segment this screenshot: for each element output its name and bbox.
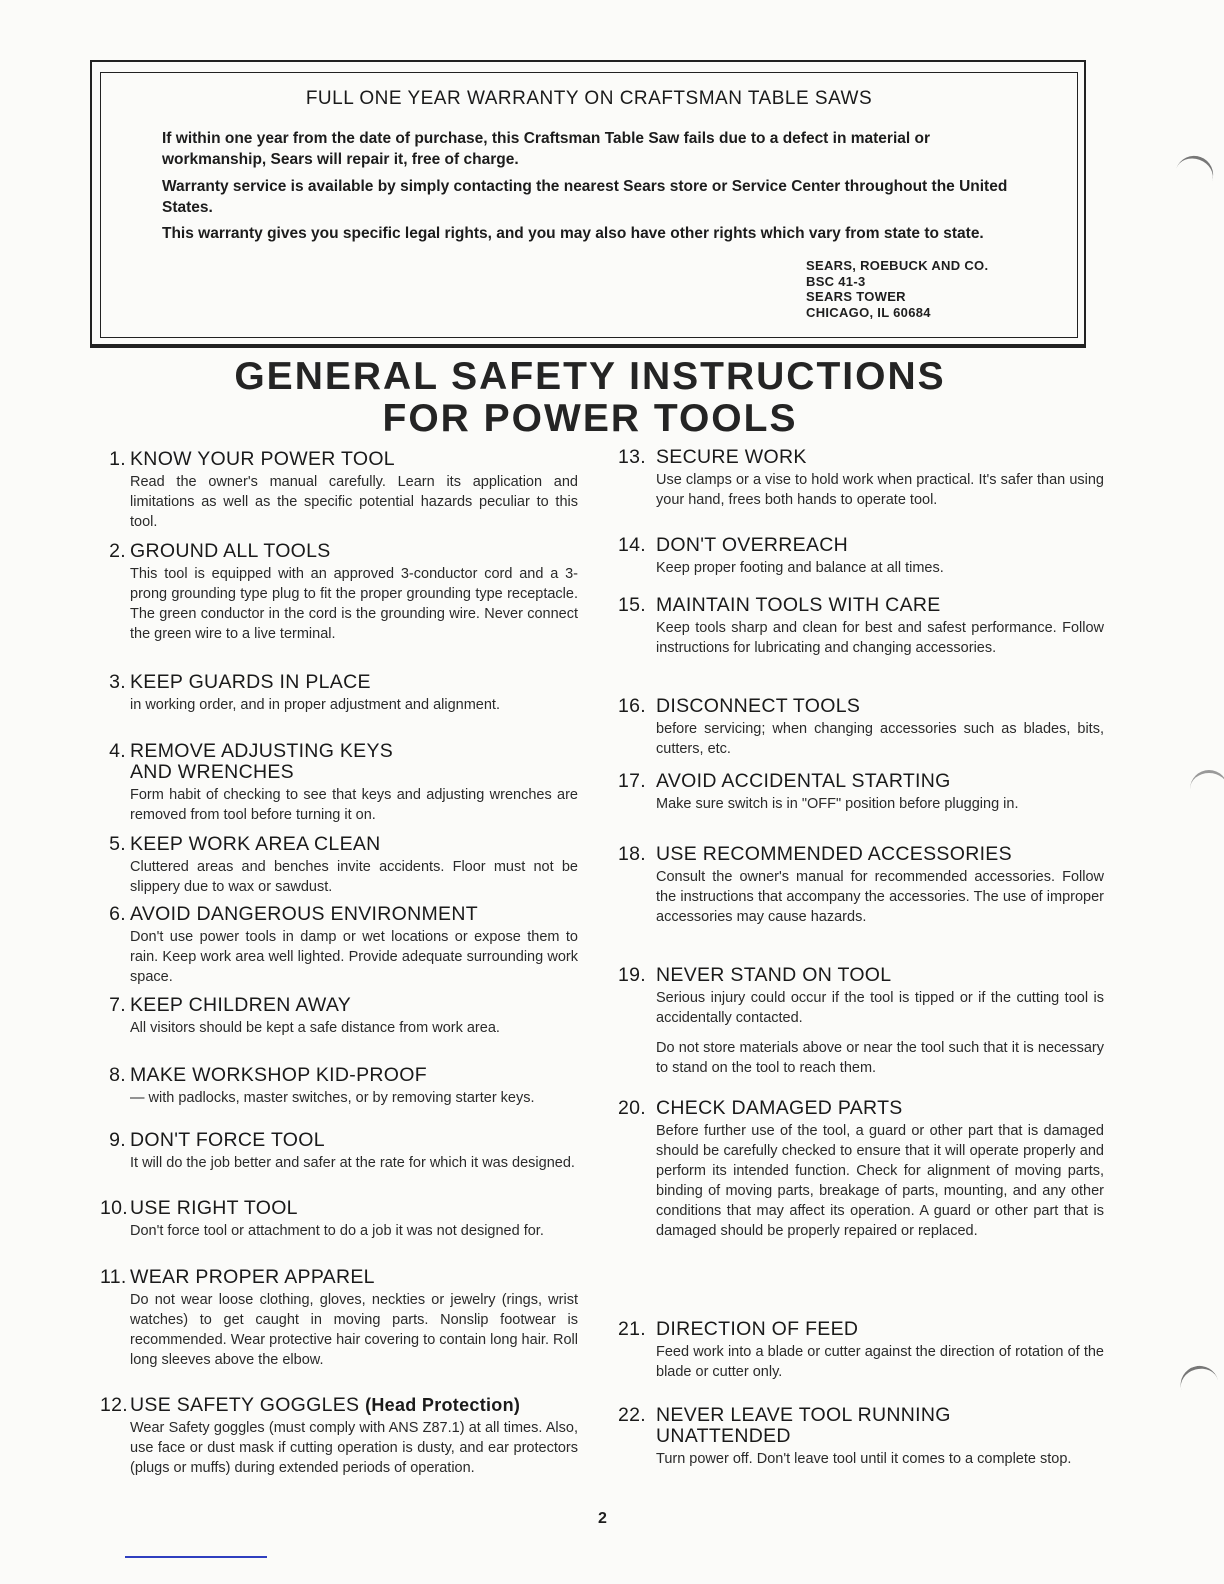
item-title: KEEP GUARDS IN PLACE [130,671,371,693]
safety-item [100,834,578,897]
item-title: MAINTAIN TOOLS WITH CARE [656,594,941,616]
item-number: 4. [109,740,126,762]
item-title-line-2: AND WRENCHES [130,761,294,783]
item-title-line-2: UNATTENDED [656,1425,791,1447]
title-line-1: GENERAL SAFETY INSTRUCTIONS [234,355,946,398]
item-title: DIRECTION OF FEED [656,1318,859,1340]
item-body: Read the owner's manual carefully. Learn its application and limitations as well as the specific potential hazards peculiar to this tool. [130,474,578,530]
item-title: AVOID ACCIDENTAL STARTING [656,770,951,792]
item-body: Wear Safety goggles (must comply with ANS Z87.1) at all times. Also, use face or dust mask if cutting operation is dusty, and ear protectors (plugs or muffs) during extended periods of operation. [130,1420,578,1476]
safety-item [100,672,578,715]
item-body: Turn power off. Don't leave tool until it comes to a complete stop. [656,1451,1072,1467]
safety-item [100,541,578,644]
item-number: 12. [100,1394,129,1416]
item-title: USE RECOMMENDED ACCESSORIES [656,843,1012,865]
item-number: 9. [109,1129,126,1151]
item-title: MAKE WORKSHOP KID-PROOF [130,1064,427,1086]
item-title: AVOID DANGEROUS ENVIRONMENT [130,903,478,925]
safety-item [100,741,578,825]
safety-item [100,1267,578,1370]
item-title-extra: (Head Protection) [365,1395,521,1415]
item-number: 7. [109,994,126,1016]
safety-item [618,965,1104,1078]
item-number: 20. [618,1097,647,1119]
safety-item [618,696,1104,759]
item-body: All visitors should be kept a safe distance from work area. [130,1020,500,1036]
item-body: before servicing; when changing accessories such as blades, bits, cutters, etc. [656,721,1104,757]
item-number: 8. [109,1064,126,1086]
title-line-2: FOR POWER TOOLS [382,397,798,440]
safety-item [618,1405,1104,1469]
item-title: DON'T OVERREACH [656,534,849,556]
item-title: GROUND ALL TOOLS [130,540,331,562]
page-number: 2 [598,1510,607,1527]
item-title: KNOW YOUR POWER TOOL [130,448,395,470]
item-body: Feed work into a blade or cutter against the direction of rotation of the blade or cutter only. [656,1344,1104,1380]
item-body: Do not wear loose clothing, gloves, neckties or jewelry (rings, wrist watches) to get caught in moving parts. Nonslip footwear is recommended. Wear protective hair covering to contain long hair. Roll long sleeves above the elbow. [130,1292,578,1368]
item-title: USE RIGHT TOOL [130,1197,298,1219]
safety-item [100,1130,578,1173]
safety-item [100,1198,578,1241]
item-body: Keep proper footing and balance at all times. [656,560,944,576]
item-title: DISCONNECT TOOLS [656,695,861,717]
item-body: Make sure switch is in "OFF" position before plugging in. [656,796,1019,812]
warranty-paragraph: Warranty service is available by simply contacting the nearest Sears store or Service Center throughout the United States. [162,178,1008,216]
item-title-main: USE SAFETY GOGGLES [130,1394,360,1416]
safety-item [618,1098,1104,1241]
item-number: 14. [618,534,647,556]
item-body: in working order, and in proper adjustment and alignment. [130,697,500,713]
item-body: Cluttered areas and benches invite accidents. Floor must not be slippery due to wax or sawdust. [130,859,578,895]
safety-item [618,535,1104,578]
item-title: SECURE WORK [656,446,807,468]
safety-item [100,1065,578,1108]
binder-hole-mark [1190,770,1224,803]
item-title: CHECK DAMAGED PARTS [656,1097,903,1119]
item-number: 3. [109,671,126,693]
safety-item [100,904,578,987]
item-body: Don't force tool or attachment to do a job it was not designed for. [130,1223,544,1239]
safety-item [618,771,1104,814]
item-number: 19. [618,964,647,986]
item-body: Consult the owner's manual for recommended accessories. Follow the instructions that accompany the accessories. The use of improper accessories may cause hazards. [656,869,1104,925]
item-number: 18. [618,843,647,865]
address-line: SEARS TOWER [806,289,906,304]
item-number: 6. [109,903,126,925]
warranty-title: FULL ONE YEAR WARRANTY ON CRAFTSMAN TABLE SAWS [305,88,873,109]
item-title: REMOVE ADJUSTING KEYS [130,740,394,762]
binder-hole-mark [1172,150,1219,194]
item-number: 16. [618,695,647,717]
safety-item [100,1395,578,1478]
item-title: KEEP CHILDREN AWAY [130,994,352,1016]
warranty-paragraph: If within one year from the date of purchase, this Craftsman Table Saw fails due to a defect in material or workmanship, Sears will repair it, free of charge. [162,130,930,168]
address-line: SEARS, ROEBUCK AND CO. [806,258,989,273]
item-number: 11. [100,1266,127,1288]
safety-item [618,447,1104,510]
item-title: NEVER LEAVE TOOL RUNNING [656,1404,951,1426]
item-title: WEAR PROPER APPAREL [130,1266,375,1288]
warranty-address [806,258,1046,320]
binder-hole-mark [1176,1362,1221,1404]
item-number: 10. [100,1197,129,1219]
safety-item [618,844,1104,927]
address-line: BSC 41-3 [806,273,866,289]
page-title [90,356,1090,440]
warranty-paragraph: This warranty gives you specific legal rights, and you may also have other rights which vary from state to state. [162,225,984,242]
item-body: This tool is equipped with an approved 3-conductor cord and a 3-prong grounding type plug to fit the proper grounding type receptacle. The green conductor in the cord is the grounding wire. Never connect the green wire to a live terminal. [130,566,578,642]
item-number: 21. [618,1318,647,1340]
item-number: 17. [618,770,647,792]
safety-item [618,1319,1104,1382]
address-line: CHICAGO, IL 60684 [806,304,931,320]
footer-rule [125,1556,267,1558]
item-number: 1. [109,448,126,470]
item-title: KEEP WORK AREA CLEAN [130,833,381,855]
item-body: Form habit of checking to see that keys and adjusting wrenches are removed from tool before turning it on. [130,787,578,823]
item-number: 2. [109,540,126,562]
item-body: Don't use power tools in damp or wet locations or expose them to rain. Keep work area well lighted. Provide adequate surrounding work space. [130,929,578,985]
item-title [130,1395,520,1416]
item-number: 13. [618,446,647,468]
safety-item [618,595,1104,658]
item-body: Do not store materials above or near the tool such that it is necessary to stand on the tool to reach them. [656,1040,1104,1076]
safety-item [100,449,578,532]
item-body: Serious injury could occur if the tool is tipped or if the cutting tool is accidentally contacted. [656,990,1104,1026]
item-title: NEVER STAND ON TOOL [656,964,892,986]
item-body: — with padlocks, master switches, or by removing starter keys. [130,1090,535,1106]
item-number: 5. [109,833,126,855]
item-body: It will do the job better and safer at the rate for which it was designed. [130,1155,575,1171]
item-title: DON'T FORCE TOOL [130,1129,325,1151]
item-body: Keep tools sharp and clean for best and safest performance. Follow instructions for lubricating and changing accessories. [656,620,1104,656]
item-body: Use clamps or a vise to hold work when practical. It's safer than using your hand, frees both hands to operate tool. [656,472,1104,508]
item-number: 15. [618,594,647,616]
safety-item [100,995,578,1038]
item-number: 22. [618,1404,647,1426]
item-body: Before further use of the tool, a guard or other part that is damaged should be carefully checked to ensure that it will operate properly and perform its intended function. Check for alignment of moving parts, binding of moving parts, breakage of parts, mounting, and any other conditions that may affect its operation. A guard or other part that is damaged should be properly repaired or replaced. [656,1123,1104,1239]
